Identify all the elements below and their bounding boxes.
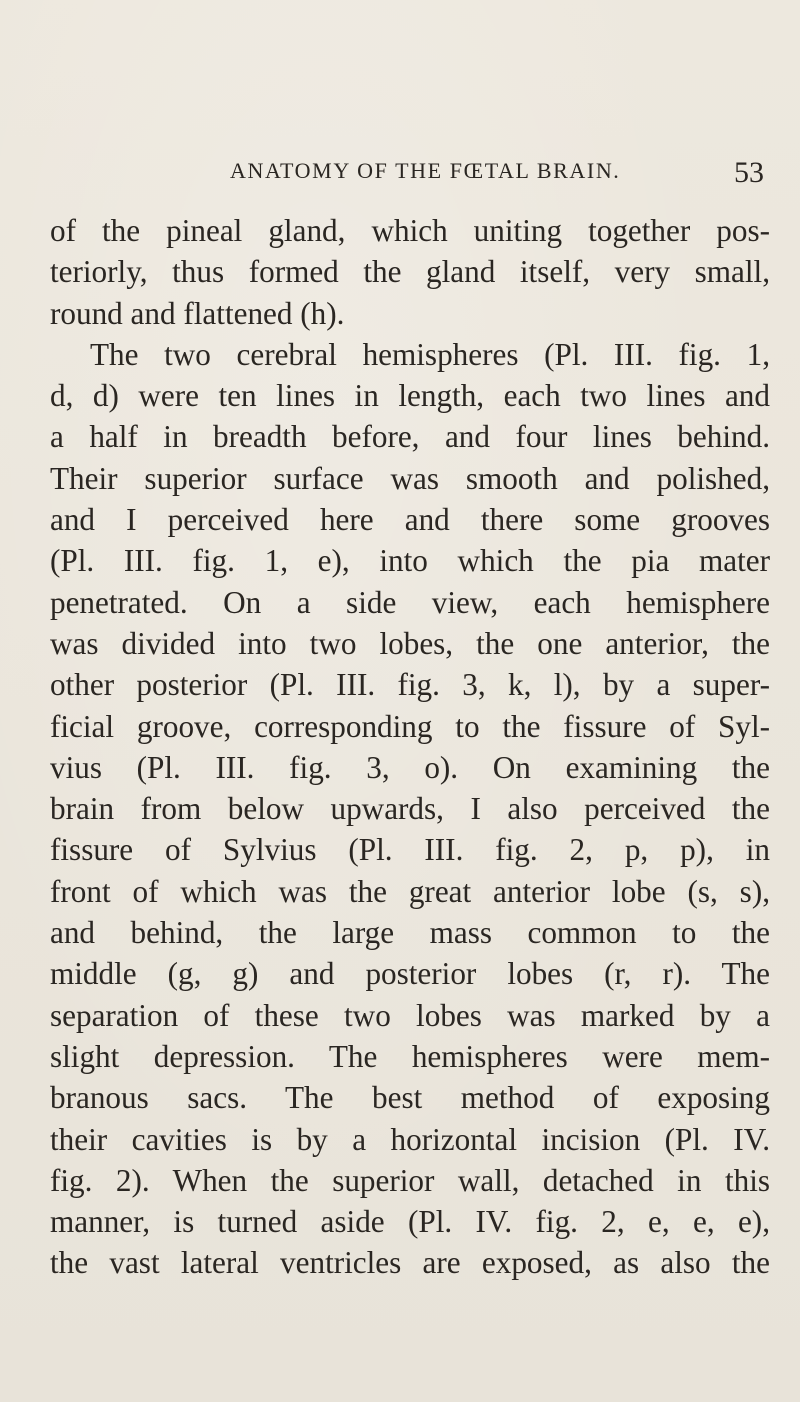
text-line: penetrated. On a side view, each hemisphere (50, 584, 770, 620)
text-line: vius (Pl. III. fig. 3, o). On examining the (50, 749, 770, 785)
text-line: their cavities is by a horizontal incision (Pl. IV. (50, 1121, 770, 1157)
text-line: d, d) were ten lines in length, each two lines and (50, 378, 770, 414)
text-line: front of which was the great anterior lobe (s, s), (50, 873, 770, 909)
running-head: ANATOMY OF THE FŒTAL BRAIN. (230, 158, 621, 183)
text-line: separation of these two lobes was marked by a (50, 997, 770, 1033)
text-line: round and flattened (h). (50, 295, 345, 331)
text-line: Their superior surface was smooth and polished, (50, 460, 770, 496)
text-line: fissure of Sylvius (Pl. III. fig. 2, p, p), in (50, 832, 770, 868)
text-line: The two cerebral hemispheres (Pl. III. fig. 1, (90, 336, 770, 372)
text-line: manner, is turned aside (Pl. IV. fig. 2, e, e, e), (50, 1204, 770, 1240)
text-line: and behind, the large mass common to the (50, 915, 770, 951)
body-text (50, 210, 770, 1284)
text-line: teriorly, thus formed the gland itself, very small, (50, 254, 770, 290)
text-line: other posterior (Pl. III. fig. 3, k, l), by a super- (50, 667, 770, 703)
text-line: a half in breadth before, and four lines behind. (50, 419, 770, 455)
text-line: of the pineal gland, which uniting together pos- (50, 213, 770, 248)
page-header (230, 156, 764, 198)
text-line: and I perceived here and there some grooves (50, 502, 770, 538)
text-line: slight depression. The hemispheres were mem- (50, 1038, 770, 1074)
text-line: ficial groove, corresponding to the fissure of Syl- (50, 708, 770, 744)
text-line: middle (g, g) and posterior lobes (r, r). The (50, 956, 770, 992)
text-line: the vast lateral ventricles are exposed, as also the (50, 1245, 770, 1281)
text-line: (Pl. III. fig. 1, e), into which the pia mater (50, 543, 770, 579)
text-line: brain from below upwards, I also perceived the (50, 791, 770, 827)
text-line: branous sacs. The best method of exposing (50, 1080, 770, 1116)
text-line: fig. 2). When the superior wall, detached in this (50, 1162, 770, 1198)
page-number: 53 (734, 156, 764, 189)
text-line: was divided into two lobes, the one anterior, the (50, 625, 770, 661)
